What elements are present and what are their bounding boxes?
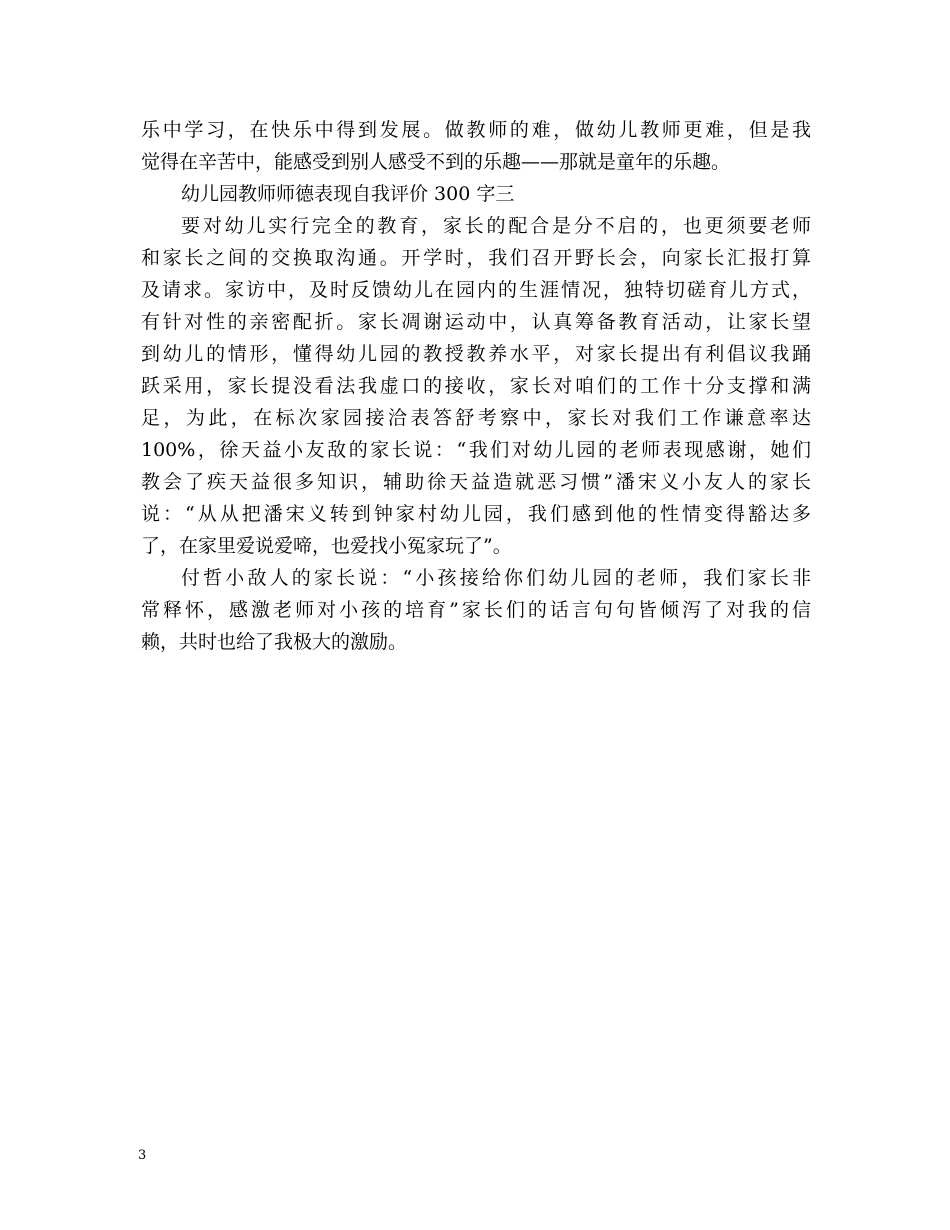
text-line: 了，在家里爱说爱啼，也爱找小冤家玩了”。 xyxy=(141,535,512,557)
body-text xyxy=(141,114,811,658)
text-line: 付哲小敌人的家长说：“小孩接给你们幼儿园的老师，我们家长非 xyxy=(181,567,811,589)
text-line: 跃采用，家长提没看法我虚口的接收，家长对咱们的工作十分支撑和满 xyxy=(141,375,811,397)
page-number: 3 xyxy=(138,1148,147,1163)
text-line: 有针对性的亲密配折。家长凋谢运动中，认真筹备教育活动，让家长望 xyxy=(141,311,811,333)
text-line: 常释怀，感激老师对小孩的培育”家长们的话言句句皆倾泻了对我的信 xyxy=(141,599,811,621)
text-line: 和家长之间的交换取沟通。开学时，我们召开野长会，向家长汇报打算 xyxy=(141,247,811,269)
text-line: 说：“从从把潘宋义转到钟家村幼儿园，我们感到他的性情变得豁达多 xyxy=(141,503,811,525)
text-line: 到幼儿的情形，懂得幼儿园的教授教养水平，对家长提出有利倡议我踊 xyxy=(141,343,811,365)
text-line: 乐中学习，在快乐中得到发展。做教师的难，做幼儿教师更难，但是我 xyxy=(141,119,811,141)
text-line: 要对幼儿实行完全的教育，家长的配合是分不启的，也更须要老师 xyxy=(181,215,811,237)
text-line: 赖，共时也给了我极大的激励。 xyxy=(141,631,408,653)
text-line: 100%，徐天益小友敌的家长说：“我们对幼儿园的老师表现感谢，她们 xyxy=(141,439,811,461)
section-heading: 幼儿园教师师德表现自我评价 300 字三 xyxy=(181,183,515,205)
text-line: 足，为此，在标次家园接洽表答舒考察中，家长对我们工作谦意率达 xyxy=(141,407,811,429)
text-line: 觉得在辛苦中，能感受到别人感受不到的乐趣——那就是童年的乐趣。 xyxy=(141,151,731,173)
text-line: 教会了疾天益很多知识，辅助徐天益造就恶习惯”潘宋义小友人的家长 xyxy=(141,471,811,493)
text-line: 及请求。家访中，及时反馈幼儿在园内的生涯情况，独特切磋育儿方式， xyxy=(141,279,811,301)
